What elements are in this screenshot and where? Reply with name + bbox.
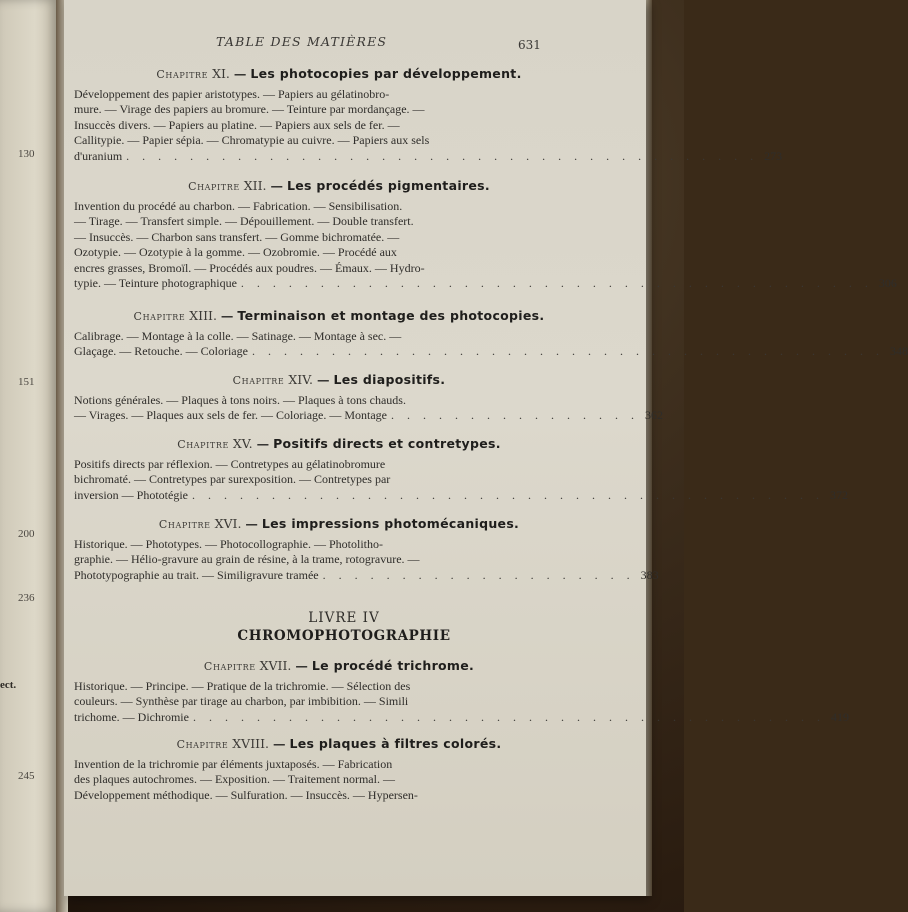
header-title: TABLE DES MATIÈRES — [216, 34, 388, 49]
chapter-summary — [74, 393, 663, 424]
chapter-entry — [74, 178, 897, 291]
summary-line: Développement des papier aristotypes. — Papiers au gélatinobro- — [74, 87, 390, 101]
chapter-summary — [74, 537, 659, 583]
summary-last-line — [74, 567, 659, 583]
left-page-text-fragment: ect. — [0, 679, 17, 691]
chapter-title: Les procédés pigmentaires. — [286, 178, 490, 193]
right-page — [64, 0, 908, 896]
chapter-number: XIII. — [189, 308, 217, 323]
leader-dots: . . . . . . . . . . . . . . . . . . . . — [322, 567, 635, 582]
chapter-heading: Chapitre XIII. — Terminaison et montage des photocopies. — [133, 308, 545, 323]
chapter-title: Les plaques à filtres colorés. — [289, 736, 502, 751]
chapter-number: XIV. — [288, 372, 314, 387]
chapter-heading: Chapitre XVIII. — Les plaques à filtres colorés. — [176, 736, 502, 751]
chapter-title: Terminaison et montage des photocopies. — [237, 308, 545, 323]
left-page-number: 245 — [18, 770, 35, 782]
chapter-label: Chapitre — [133, 310, 186, 323]
chapter-label: Chapitre — [232, 374, 285, 387]
chapter-label: Chapitre — [158, 518, 211, 531]
chapter-heading: Chapitre XIV. — Les diapositifs. — [232, 372, 446, 387]
chapter-entry — [74, 308, 908, 360]
header-page-number: 631 — [518, 38, 541, 52]
chapter-summary — [74, 679, 849, 725]
chapter-number: XVIII. — [232, 736, 269, 751]
leader-dots: . . . . . . . . . . . . . . . . . . . . . . . . . . . . . . . . . . . . . . . . — [251, 344, 884, 359]
chapter-heading: Chapitre XVI. — Les impressions photomécaniques. — [158, 516, 520, 531]
left-page-number: 151 — [18, 376, 35, 388]
chapter-number: XI. — [212, 66, 230, 81]
leader-dots: . . . . . . . . . . . . . . . . . . . . . . . . . . . . . . . . . . . . . . . . — [126, 148, 759, 163]
chapter-page-number: 348 — [889, 344, 908, 359]
chapter-summary — [74, 199, 897, 291]
chapter-summary — [74, 757, 584, 803]
summary-line: inversion — Phototégie — [74, 487, 188, 502]
left-page-number: 130 — [18, 148, 35, 160]
summary-line: Positifs directs par réflexion. — Contretypes au gélatinobromure — [74, 457, 386, 471]
summary-line: — Virages. — Plaques aux sels de fer. — Coloriage. — Montage — [74, 408, 387, 423]
chapter-number: XVII. — [259, 658, 292, 673]
chapter-title: Positifs directs et contretypes. — [273, 436, 501, 451]
summary-line: couleurs. — Synthèse par tirage au charbon, par imbibition. — Simili — [74, 694, 409, 709]
chapter-summary — [74, 457, 848, 503]
chapter-entry — [74, 436, 848, 503]
leader-dots: . . . . . . . . . . . . . . . . — [391, 408, 639, 423]
chapter-entry — [74, 736, 584, 803]
summary-line: bichromaté. — Contretypes par surexposition. — Contretypes par — [74, 472, 391, 487]
summary-line: Notions générales. — Plaques à tons noirs. — Plaques à tons chauds. — [74, 393, 406, 407]
chapter-label: Chapitre — [188, 180, 240, 193]
leader-dots: . . . . . . . . . . . . . . . . . . . . . . . . . . . . . . . . . . . . . . . . — [192, 709, 825, 724]
chapter-entry — [74, 66, 783, 164]
chapter-page-number: 306 — [878, 276, 897, 291]
chapter-heading: Chapitre XV. — Positifs directs et contretypes. — [177, 436, 501, 451]
summary-line: Ozotypie. — Ozotypie à la gomme. — Ozobromie. — Procédé aux — [74, 245, 397, 260]
chapter-entry — [74, 658, 849, 725]
summary-last-line — [74, 148, 783, 164]
page-edge-shadow — [646, 0, 652, 896]
chapter-page-number: 273 — [764, 148, 783, 163]
summary-line: Développement méthodique. — Sulfuration. — Insuccès. — Hypersen- — [74, 787, 418, 802]
summary-last-line — [74, 487, 848, 503]
left-page-edge — [0, 0, 58, 912]
chapter-number: XV. — [232, 436, 253, 451]
summary-line: des plaques autochromes. — Exposition. — Traitement normal. — — [74, 772, 395, 787]
summary-line: — Insuccès. — Charbon sans transfert. — Gomme bichromatée. — — [74, 229, 400, 244]
summary-line: Insuccès divers. — Papiers au platine. — Papiers aux sels de fer. — — [74, 117, 400, 132]
summary-line: mure. — Virage des papiers au bromure. — Teinture par mordançage. — — [74, 102, 425, 117]
chapter-entry — [74, 516, 659, 583]
chapter-heading: Chapitre XII. — Les procédés pigmentaires. — [188, 178, 490, 193]
chapter-label: Chapitre — [176, 738, 229, 751]
livre-title: CHROMOPHOTOGRAPHIE — [237, 628, 451, 644]
chapter-page-number: 383 — [640, 567, 659, 582]
chapter-heading: Chapitre XI. — Les photocopies par développement. — [156, 66, 522, 81]
chapter-entry — [74, 372, 663, 424]
summary-last-line — [74, 344, 908, 359]
summary-last-line — [74, 709, 849, 725]
book-section-heading — [74, 610, 614, 644]
summary-line: Historique. — Principe. — Pratique de la trichromie. — Sélection des — [74, 679, 411, 693]
summary-line: typie. — Teinture photographique — [74, 276, 237, 291]
left-page-number: 236 — [18, 592, 35, 604]
leader-dots: . . . . . . . . . . . . . . . . . . . . . . . . . . . . . . . . . . . . . . . . — [192, 487, 824, 502]
chapter-number: XVI. — [214, 516, 242, 531]
summary-line: d'uranium — [74, 148, 123, 163]
summary-line: Callitypie. — Papier sépia. — Chromatypie au cuivre. — Papiers aux sels — [74, 133, 430, 148]
summary-line: graphie. — Hélio-gravure au grain de résine, à la trame, rotogravure. — — [74, 552, 420, 567]
chapter-label: Chapitre — [203, 660, 256, 673]
summary-line: Invention du procédé au charbon. — Fabrication. — Sensibilisation. — [74, 199, 403, 213]
summary-line: Calibrage. — Montage à la colle. — Satinage. — Montage à sec. — — [74, 329, 402, 343]
left-page-number: 200 — [18, 528, 35, 540]
summary-line: Glaçage. — Retouche. — Coloriage — [74, 344, 248, 359]
summary-line: Phototypographie au trait. — Similigravure tramée — [74, 567, 319, 582]
chapter-page-number: 362 — [645, 408, 663, 423]
chapter-label: Chapitre — [156, 68, 209, 81]
chapter-page-number: 419 — [830, 709, 849, 724]
chapter-title: Les photocopies par développement. — [250, 66, 522, 81]
chapter-page-number: 372 — [830, 487, 848, 502]
chapter-summary — [74, 329, 908, 360]
running-header — [74, 34, 604, 54]
chapter-title: Le procédé trichrome. — [311, 658, 475, 673]
chapter-number: XII. — [243, 178, 267, 193]
summary-line: encres grasses, Bromoïl. — Procédés aux poudres. — Émaux. — Hydro- — [74, 260, 425, 275]
summary-last-line — [74, 408, 663, 423]
summary-last-line — [74, 276, 897, 291]
chapter-summary — [74, 87, 783, 164]
chapter-heading: Chapitre XVII. — Le procédé trichrome. — [203, 658, 475, 673]
chapter-title: Les diapositifs. — [333, 372, 446, 387]
summary-line: Historique. — Phototypes. — Photocollographie. — Photolitho- — [74, 537, 383, 551]
chapter-title: Les impressions photomécaniques. — [261, 516, 520, 531]
livre-number: LIVRE IV — [308, 610, 380, 626]
summary-line: Invention de la trichromie par éléments juxtaposés. — Fabrication — [74, 757, 393, 771]
summary-line: — Tirage. — Transfert simple. — Dépouillement. — Double transfert. — [74, 214, 414, 229]
leader-dots: . . . . . . . . . . . . . . . . . . . . . . . . . . . . . . . . . . . . . . . . — [240, 276, 873, 291]
chapter-label: Chapitre — [177, 438, 229, 451]
summary-line: trichome. — Dichromie — [74, 709, 189, 724]
